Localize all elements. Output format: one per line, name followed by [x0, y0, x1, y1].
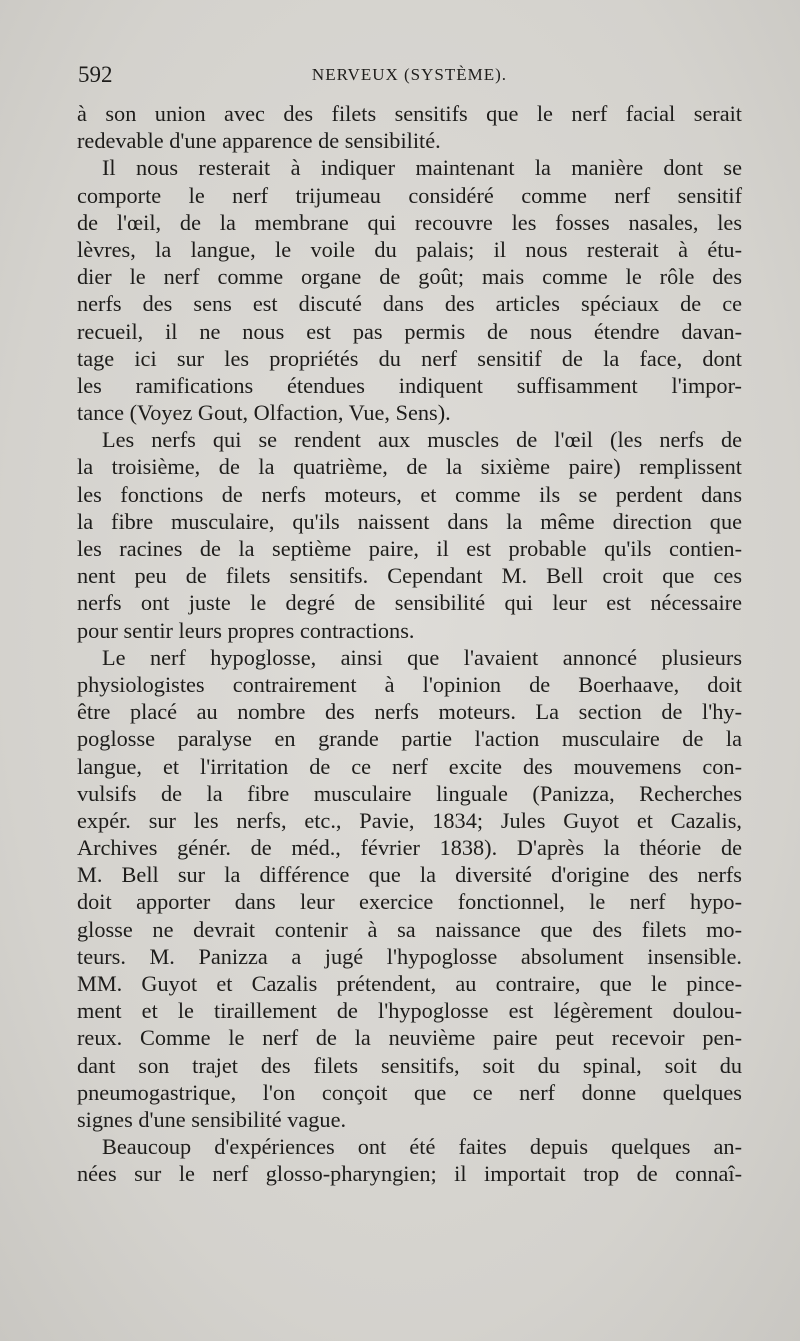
text-line: Il nous resterait à indiquer maintenant la manière dont se [102, 155, 742, 181]
text-line: la troisième, de la quatrième, de la sixième paire) remplissent [77, 454, 742, 480]
text-line: glosse ne devrait contenir à sa naissance que des filets mo- [77, 916, 742, 942]
text-line: Archives génér. de méd., février 1838). D'après la théorie de [77, 835, 742, 861]
text-line: ment et le tiraillement de l'hypoglosse est légèrement doulou- [77, 998, 742, 1024]
text-line: de l'œil, de la membrane qui recouvre les fosses nasales, les [77, 209, 742, 235]
text-line: nerfs ont juste le degré de sensibilité qui leur est nécessaire [77, 590, 742, 616]
text-line: dant son trajet des filets sensitifs, soit du spinal, soit du [77, 1052, 742, 1078]
text-line: M. Bell sur la différence que la diversité d'origine des nerfs [77, 862, 742, 888]
text-line: Les nerfs qui se rendent aux muscles de l'œil (les nerfs de [102, 427, 742, 453]
text-line: à son union avec des filets sensitifs que le nerf facial serait [77, 101, 742, 126]
text-line: comporte le nerf trijumeau considéré comme nerf sensitif [77, 182, 742, 208]
running-title: NERVEUX (SYSTÈME). [311, 65, 508, 84]
text-line: reux. Comme le nerf de la neuvième paire peut recevoir pen- [77, 1025, 742, 1051]
text-line: MM. Guyot et Cazalis prétendent, au contraire, que le pince- [77, 971, 742, 996]
text-line: les ramifications étendues indiquent suffisamment l'impor- [77, 372, 742, 398]
text-line: pour sentir leurs propres contractions. [77, 617, 415, 643]
page-header [78, 62, 741, 92]
text-line: doit apporter dans leur exercice fonctionnel, le nerf hypo- [77, 889, 742, 915]
text-line: teurs. M. Panizza a jugé l'hypoglosse absolument insensible. [77, 943, 742, 969]
text-line: nerfs des sens est discuté dans des articles spéciaux de ce [77, 291, 742, 317]
text-line: physiologistes contrairement à l'opinion de Boerhaave, doit [77, 671, 742, 697]
text-line: vulsifs de la fibre musculaire linguale (Panizza, Recherches [77, 780, 742, 806]
text-line: lèvres, la langue, le voile du palais; il nous resterait à étu- [77, 236, 742, 262]
text-line: dier le nerf comme organe de goût; mais comme le rôle des [77, 264, 742, 290]
body-text [77, 100, 742, 1188]
text-line: nées sur le nerf glosso-pharyngien; il importait trop de connaî- [77, 1161, 742, 1187]
text-line: redevable d'une apparence de sensibilité. [77, 128, 441, 154]
text-line: nent peu de filets sensitifs. Cependant M. Bell croit que ces [77, 563, 742, 589]
text-line: tage ici sur les propriétés du nerf sensitif de la face, dont [77, 345, 742, 371]
text-line: les fonctions de nerfs moteurs, et comme ils se perdent dans [77, 481, 742, 507]
text-line: Beaucoup d'expériences ont été faites depuis quelques an- [102, 1134, 742, 1160]
text-line: poglosse paralyse en grande partie l'action musculaire de la [77, 726, 742, 752]
text-line: la fibre musculaire, qu'ils naissent dans la même direction que [77, 508, 742, 534]
text-line: les racines de la septième paire, il est probable qu'ils contien- [77, 536, 742, 561]
page-number: 592 [78, 62, 113, 87]
text-line: recueil, il ne nous est pas permis de nous étendre davan- [77, 318, 742, 344]
text-line: être placé au nombre des nerfs moteurs. La section de l'hy- [77, 699, 742, 725]
text-line: langue, et l'irritation de ce nerf excite des mouvemens con- [77, 753, 742, 779]
text-line: tance (Voyez Gout, Olfaction, Vue, Sens). [77, 400, 451, 426]
text-line: pneumogastrique, l'on conçoit que ce nerf donne quelques [77, 1079, 742, 1105]
text-line: signes d'une sensibilité vague. [77, 1106, 347, 1132]
text-line: expér. sur les nerfs, etc., Pavie, 1834; Jules Guyot et Cazalis, [77, 807, 742, 833]
text-line: Le nerf hypoglosse, ainsi que l'avaient annoncé plusieurs [102, 644, 742, 670]
